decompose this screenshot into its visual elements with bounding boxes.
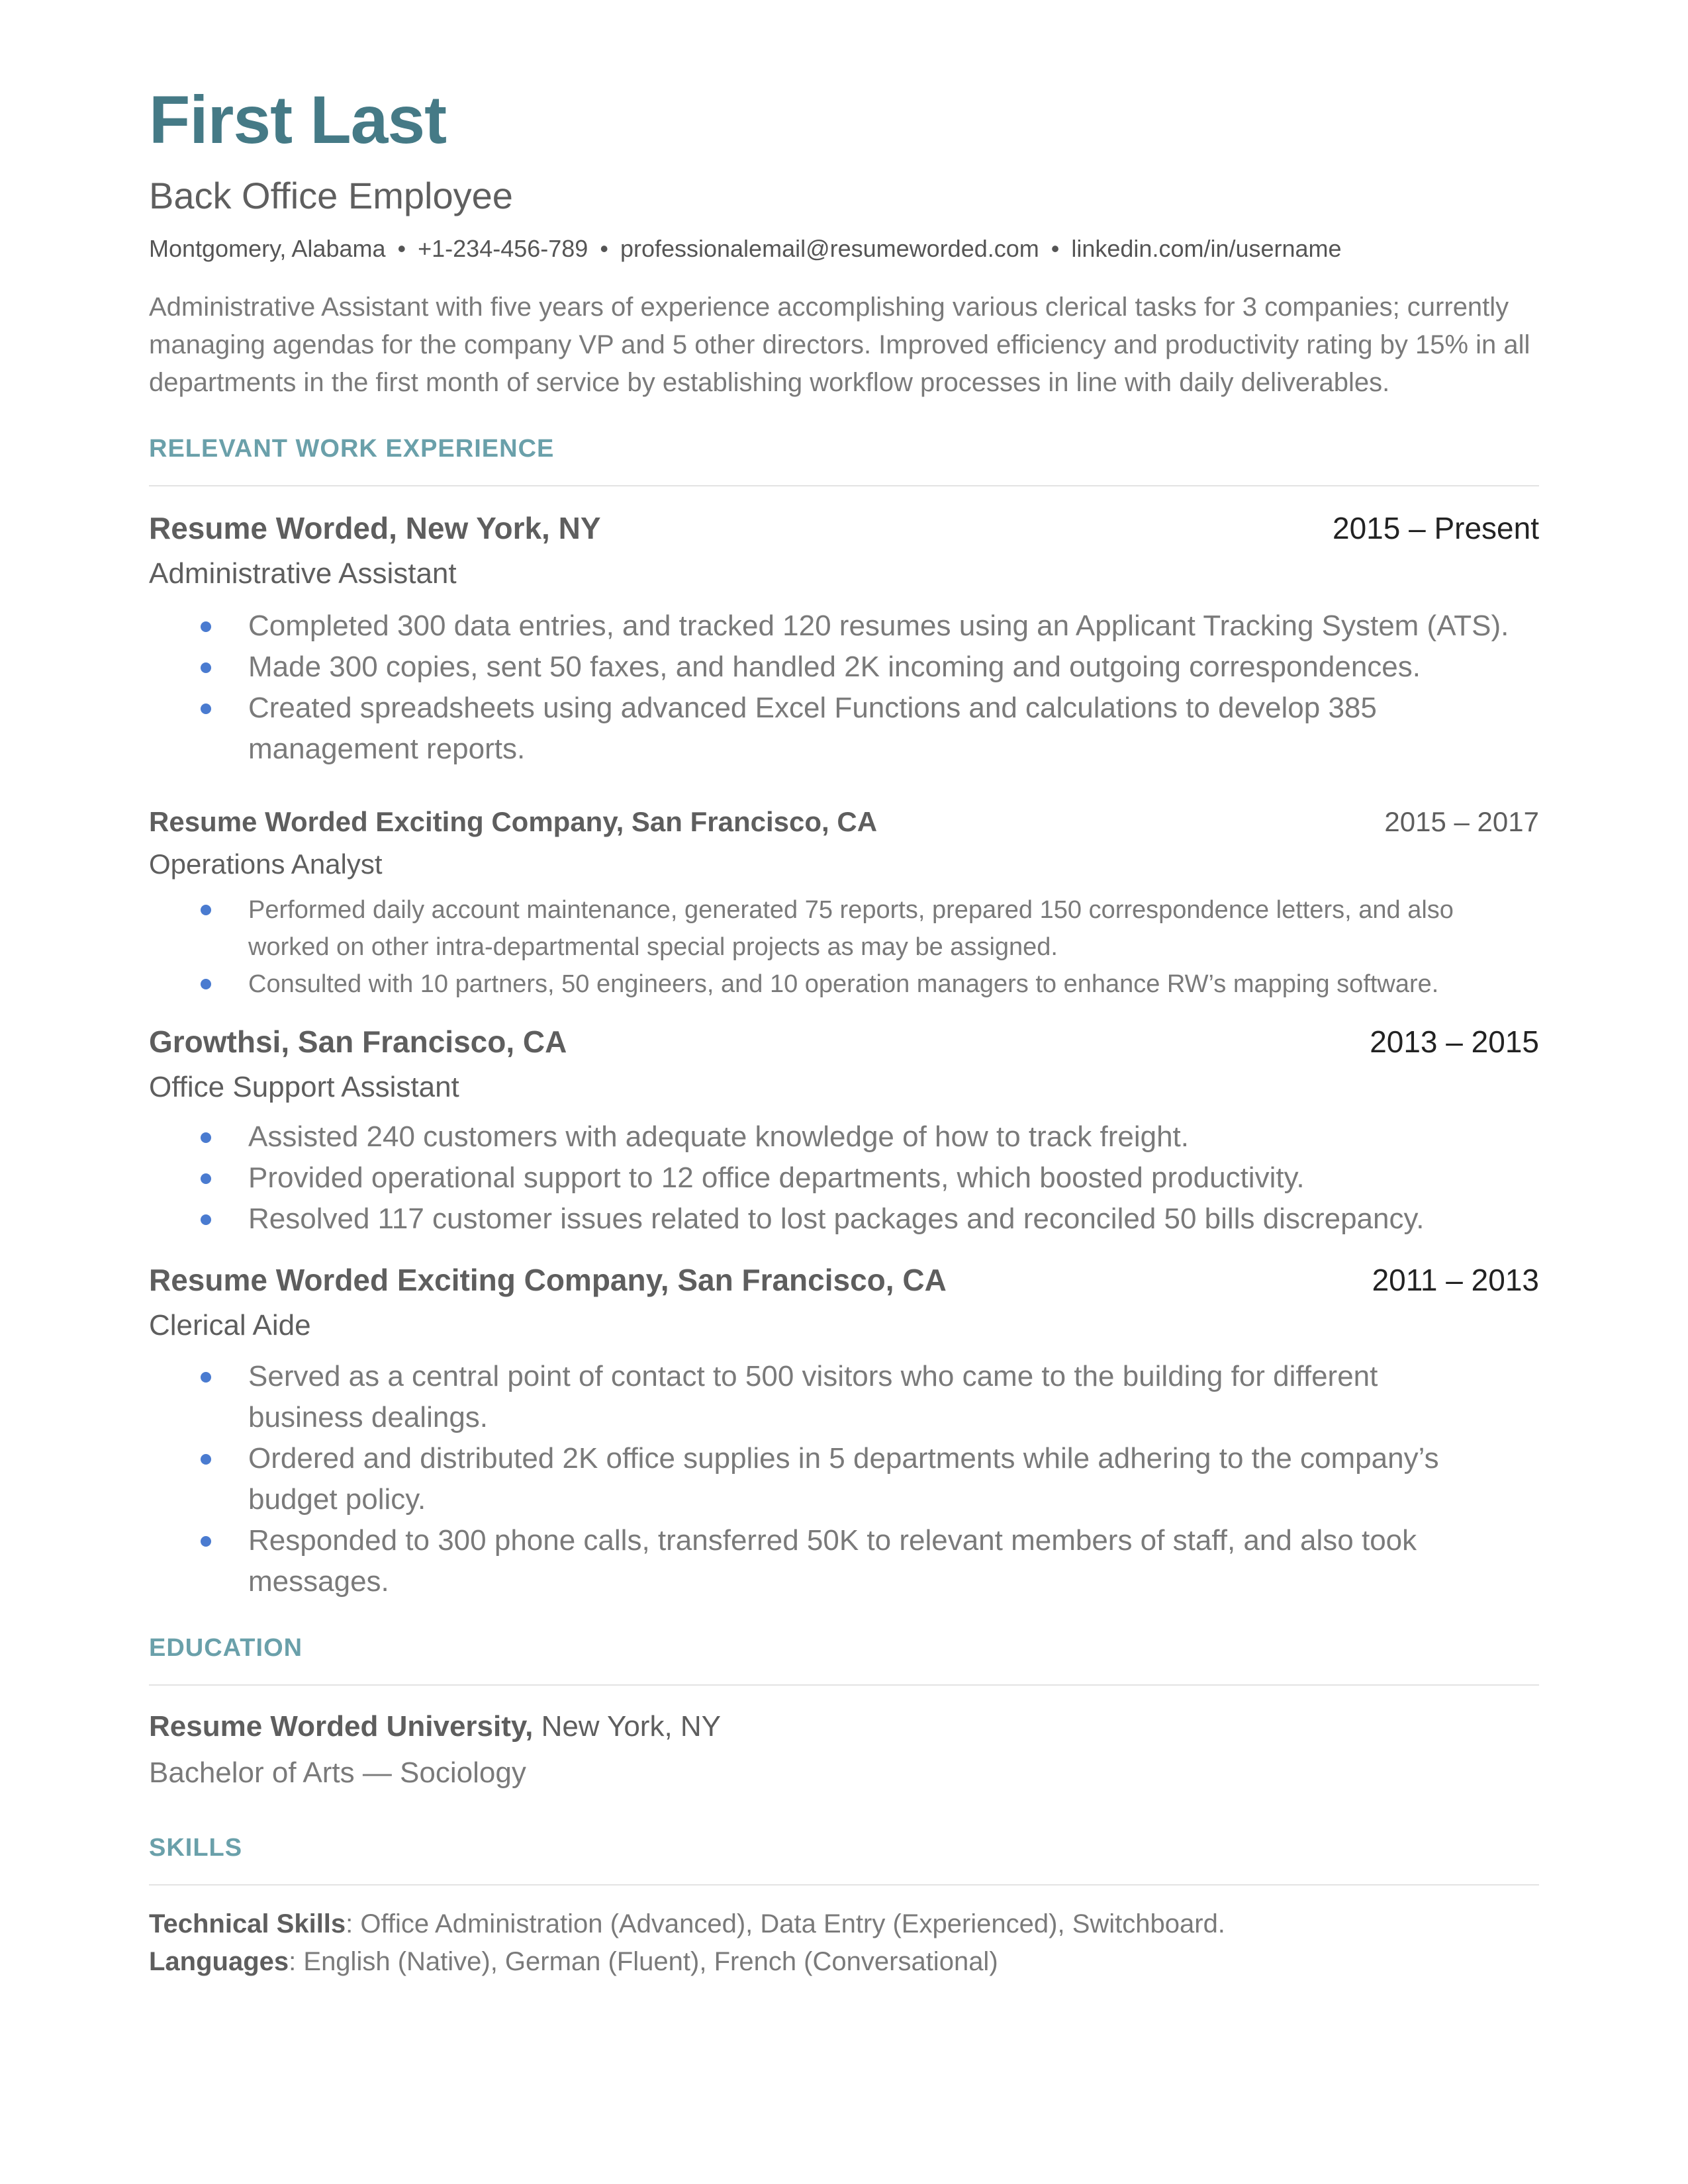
job-bullets: [149, 606, 1539, 770]
skill-label: Technical Skills: [149, 1909, 346, 1938]
list-item: [149, 1116, 1539, 1158]
job-role: Office Support Assistant: [149, 1071, 459, 1103]
contact-location: Montgomery, Alabama: [149, 235, 386, 262]
job-company: Resume Worded Exciting Company, San Francisco, CA: [149, 1263, 947, 1297]
education-degree: Bachelor of Arts — Sociology: [149, 1756, 526, 1789]
list-item: [149, 688, 1539, 770]
job-role: Administrative Assistant: [149, 557, 457, 590]
section-divider: [149, 1684, 1539, 1686]
job-entry: [149, 1265, 1539, 1602]
section-divider: [149, 1884, 1539, 1886]
list-item: [149, 1356, 1539, 1438]
job-bullets: [149, 1356, 1539, 1602]
bullet-dot: [201, 1372, 211, 1383]
candidate-name: First Last: [149, 82, 447, 158]
contact-separator: •: [600, 235, 608, 262]
bullet-text: Provided operational support to 12 office departments, which boosted productivity.: [248, 1161, 1305, 1194]
contact-separator: •: [1051, 235, 1060, 262]
skills-technical: [149, 1905, 1539, 1943]
skill-value: : Office Administration (Advanced), Data Entry (Experienced), Switchboard.: [346, 1909, 1225, 1938]
bullet-dot: [201, 1173, 211, 1184]
bullet-dot: [201, 1214, 211, 1225]
job-role: Operations Analyst: [149, 848, 383, 880]
job-role: Clerical Aide: [149, 1309, 311, 1342]
job-bullets: [149, 1116, 1539, 1240]
section-heading-experience: RELEVANT WORK EXPERIENCE: [149, 435, 555, 463]
contact-separator: •: [397, 235, 406, 262]
list-item: [149, 647, 1539, 688]
professional-summary: Administrative Assistant with five years of experience accomplishing various clerical tasks for 3 companies; currently managing agendas for the company VP and 5 other directors. Improved efficiency and productivity rating by 15% in all departments in the first month of service by establishing workflow processes in line with daily deliverables.: [149, 293, 1530, 397]
job-company: Growthsi, San Francisco, CA: [149, 1024, 567, 1059]
job-header-row: [149, 1026, 1539, 1057]
skill-label: Languages: [149, 1947, 289, 1976]
list-item: [149, 966, 1539, 1003]
job-header-row: [149, 808, 1539, 836]
skill-value: : English (Native), German (Fluent), French (Conversational): [289, 1947, 998, 1976]
job-title: Back Office Employee: [149, 175, 513, 216]
bullet-text: Ordered and distributed 2K office supplies in 5 departments while adhering to the company’s budget policy.: [248, 1442, 1439, 1516]
contact-phone: +1-234-456-789: [418, 235, 588, 262]
job-entry: [149, 513, 1539, 770]
bullet-dot: [201, 905, 211, 915]
education-location: New York, NY: [541, 1710, 722, 1743]
list-item: [149, 891, 1539, 966]
job-dates: 2015 – Present: [1332, 511, 1539, 545]
bullet-dot: [201, 979, 211, 989]
job-bullets: [149, 891, 1539, 1003]
bullet-text: Made 300 copies, sent 50 faxes, and handled 2K incoming and outgoing correspondences.: [248, 651, 1421, 683]
list-item: [149, 1158, 1539, 1199]
list-item: [149, 1438, 1539, 1520]
section-heading-skills: SKILLS: [149, 1834, 243, 1862]
contact-linkedin: linkedin.com/in/username: [1071, 235, 1342, 262]
bullet-text: Responded to 300 phone calls, transferred 50K to relevant members of staff, and also took messages.: [248, 1524, 1417, 1598]
contact-line: [149, 237, 1539, 261]
job-company: Resume Worded Exciting Company, San Francisco, CA: [149, 806, 878, 837]
bullet-dot: [201, 1536, 211, 1547]
bullet-text: Resolved 117 customer issues related to lost packages and reconciled 50 bills discrepancy.: [248, 1203, 1425, 1235]
job-entry: [149, 808, 1539, 1003]
bullet-text: Completed 300 data entries, and tracked 120 resumes using an Applicant Tracking System (ATS).: [248, 610, 1509, 642]
job-dates: 2015 – 2017: [1384, 806, 1539, 837]
job-header-row: [149, 1265, 1539, 1295]
job-company: Resume Worded, New York, NY: [149, 511, 601, 545]
bullet-dot: [201, 662, 211, 673]
bullet-dot: [201, 1132, 211, 1143]
job-dates: 2011 – 2013: [1372, 1263, 1539, 1297]
bullet-text: Consulted with 10 partners, 50 engineers, and 10 operation managers to enhance RW’s mapping software.: [248, 970, 1439, 998]
section-heading-education: EDUCATION: [149, 1634, 303, 1662]
bullet-dot: [201, 1454, 211, 1465]
education-school-line: [149, 1712, 1539, 1741]
bullet-text: Served as a central point of contact to 500 visitors who came to the building for different business dealings.: [248, 1360, 1378, 1433]
list-item: [149, 1520, 1539, 1602]
resume-page: [149, 82, 1539, 1981]
bullet-dot: [201, 704, 211, 714]
job-dates: 2013 – 2015: [1370, 1024, 1539, 1059]
education-school: Resume Worded University,: [149, 1710, 534, 1743]
bullet-text: Created spreadsheets using advanced Excel Functions and calculations to develop 385 management reports.: [248, 692, 1377, 765]
list-item: [149, 1199, 1539, 1240]
job-header-row: [149, 513, 1539, 543]
bullet-text: Performed daily account maintenance, generated 75 reports, prepared 150 correspondence letters, and also worked on other intra-departmental special projects as may be assigned.: [248, 896, 1454, 961]
bullet-dot: [201, 621, 211, 632]
job-entry: [149, 1026, 1539, 1240]
skills-languages: [149, 1943, 1539, 1981]
section-divider: [149, 485, 1539, 486]
bullet-text: Assisted 240 customers with adequate knowledge of how to track freight.: [248, 1120, 1189, 1153]
contact-email: professionalemail@resumeworded.com: [620, 235, 1039, 262]
skills-list: [149, 1905, 1539, 1981]
list-item: [149, 606, 1539, 647]
